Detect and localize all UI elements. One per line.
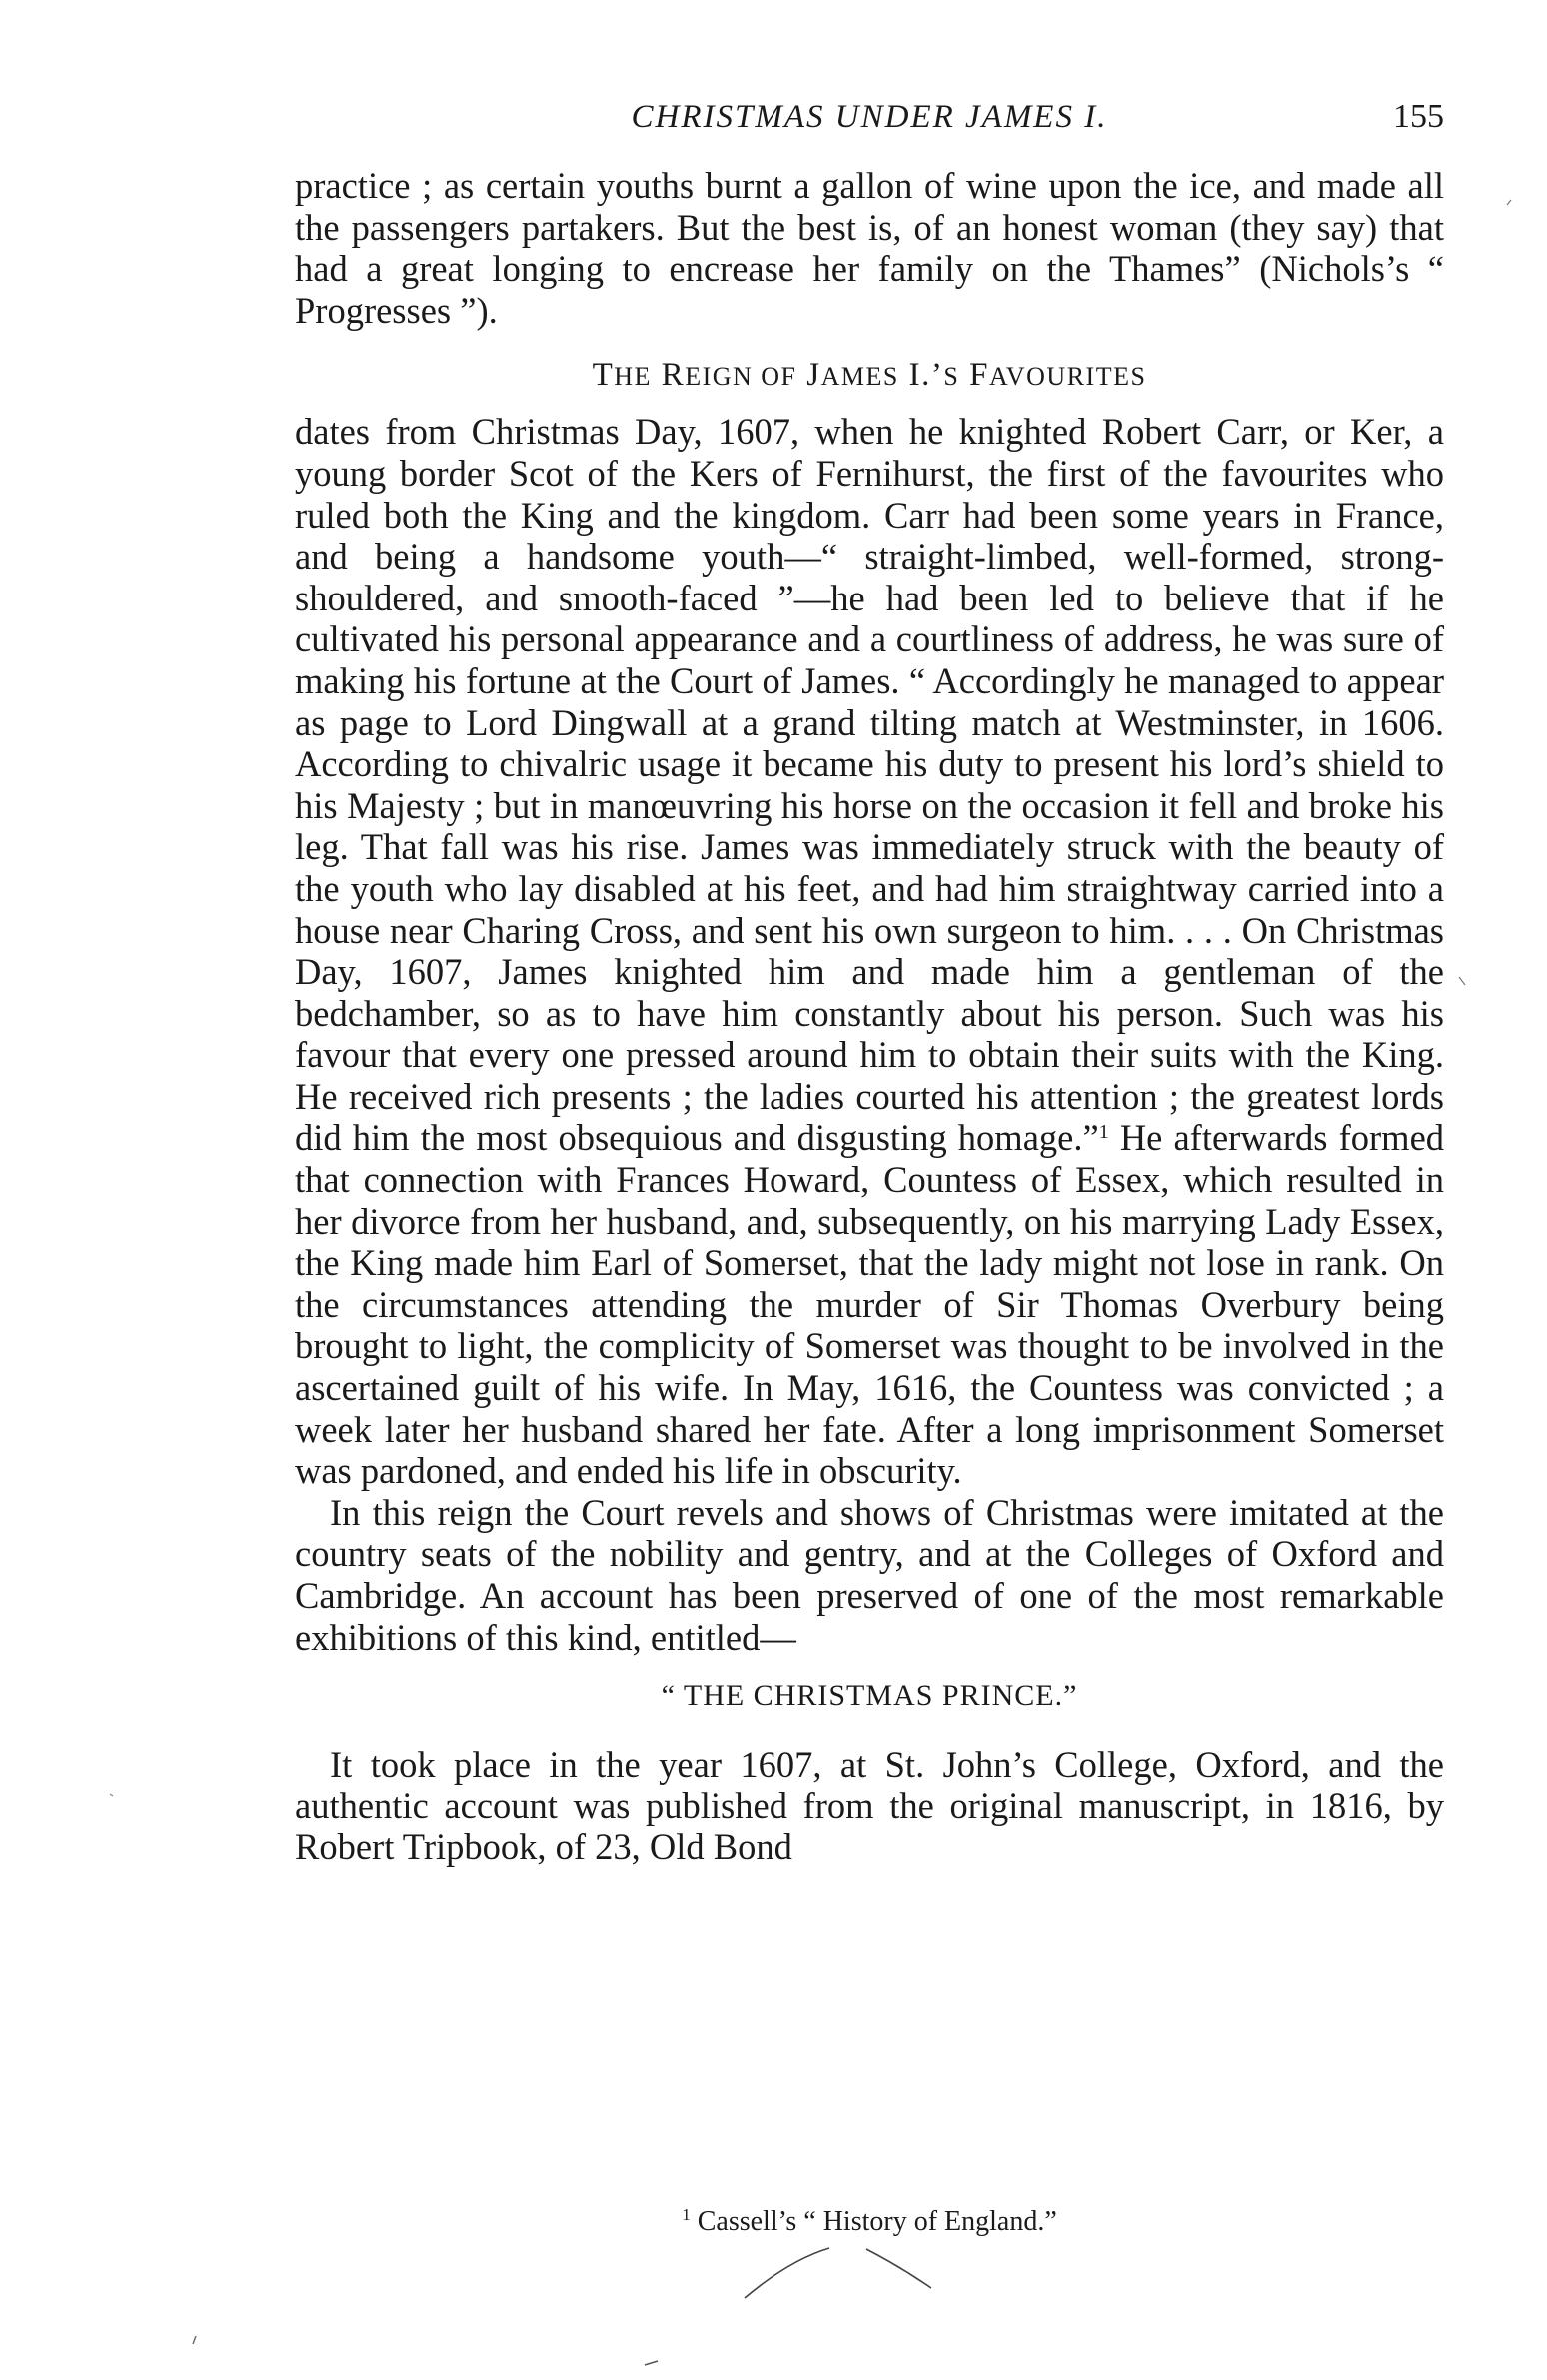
footnote-reference: 1 (1098, 1121, 1109, 1144)
paragraph-court-revels: In this reign the Court revels and shows of Christmas were imitated at the country seats of the nobility and gentry, and at the Colleges of Oxford and Cambridge. An account has been preserved of one of the most remarkable exhibitions of this kind, entitled— (295, 1491, 1444, 1658)
heading-smallcaps: HE (614, 362, 652, 392)
section-heading-christmas-prince: “ THE CHRISTMAS PRINCE.” (661, 1679, 1078, 1713)
paragraph-text: dates from Christmas Day, 1607, when he knighted Robert Carr, or Ker, a young border Scot of the Kers of Fernihurst, the first of the favourites who ruled both the King and the kingdom. Carr had been some years in France, and being a handsome youth—“ straight-limbed, well-formed, strong-shouldered, and smooth-faced ”—he had been led to believe that if he cultivated his personal appearance and a courtliness of address, he was sure of making his fortune at the Court of James. “ Accordingly he managed to appear as page to Lord Dingwall at a grand tilting match at Westminster, in 1606. According to chivalric usage it became his duty to present his lord’s shield to his Majesty ; but in manœuvring his horse on the occasion it fell and broke his leg. That fall was his rise. James was immediately struck with the beauty of the youth who lay disabled at his feet, and had him straightway carried into a house near Charing Cross, and sent his own surgeon to him. . . . On Christmas Day, 1607, James knighted him and made him a gentleman of the bedchamber, so as to have him constantly about his person. Such was his favour that every one pressed around him to obtain their suits with the King. He received rich presents ; the ladies courted his attention ; the greatest lords did him the most obsequious and disgusting homage.” (295, 411, 1444, 1159)
footnote-marker: 1 (682, 2205, 691, 2224)
footnote-text: Cassell’s “ History of England.” (697, 2206, 1057, 2237)
page-number: 155 (1393, 98, 1444, 135)
heading-cap: F (969, 357, 989, 394)
heading-smallcaps: S (943, 362, 960, 392)
smudge-mark (645, 2361, 658, 2365)
heading-smallcaps: EIGN OF (685, 362, 797, 392)
paragraph-continuation: practice ; as certain youths burnt a gallon of wine upon the ice, and made all the passengers partakers. But the best is, of an honest woman (they say) that had a great longing to encrease her family on the Thames” (Nichols’s “ Progresses ”). (295, 165, 1444, 331)
heading-smallcaps: AMES (820, 362, 899, 392)
heading-smallcaps: AVOURITES (988, 362, 1147, 392)
heading-cap: R (661, 357, 686, 394)
pen-stroke-mark (866, 2249, 931, 2288)
smudge-mark (1459, 977, 1465, 985)
paragraph-text: He afterwards formed that connection with Frances Howard, Countess of Essex, which resulted in her divorce from her husband, and, subsequently, on his marrying Lady Essex, the King made him Earl of Somerset, that the lady might not lose in rank. On the circumstances attending the murder of Sir Thomas Overbury being brought to light, the complicity of Somerset was thought to be involved in the ascertained guilt of his wife. In May, 1616, the Countess was convicted ; a week later her husband shared her fate. After a long imprisonment Somerset was pardoned, and ended his life in obscurity. (295, 1117, 1445, 1492)
smudge-mark (193, 2336, 196, 2344)
heading-cap: I.’ (908, 357, 944, 394)
pen-stroke-mark (745, 2248, 829, 2298)
smudge-mark (1507, 200, 1511, 205)
paragraph-christmas-prince: It took place in the year 1607, at St. John’s College, Oxford, and the authentic account was published from the original manuscript, in 1816, by Robert Tripbook, of 23, Old Bond (295, 1744, 1444, 1868)
smudge-mark (110, 1794, 113, 1796)
heading-cap: T (592, 357, 615, 394)
heading-cap: J (806, 357, 821, 394)
running-title: CHRISTMAS UNDER JAMES I. (631, 99, 1108, 135)
